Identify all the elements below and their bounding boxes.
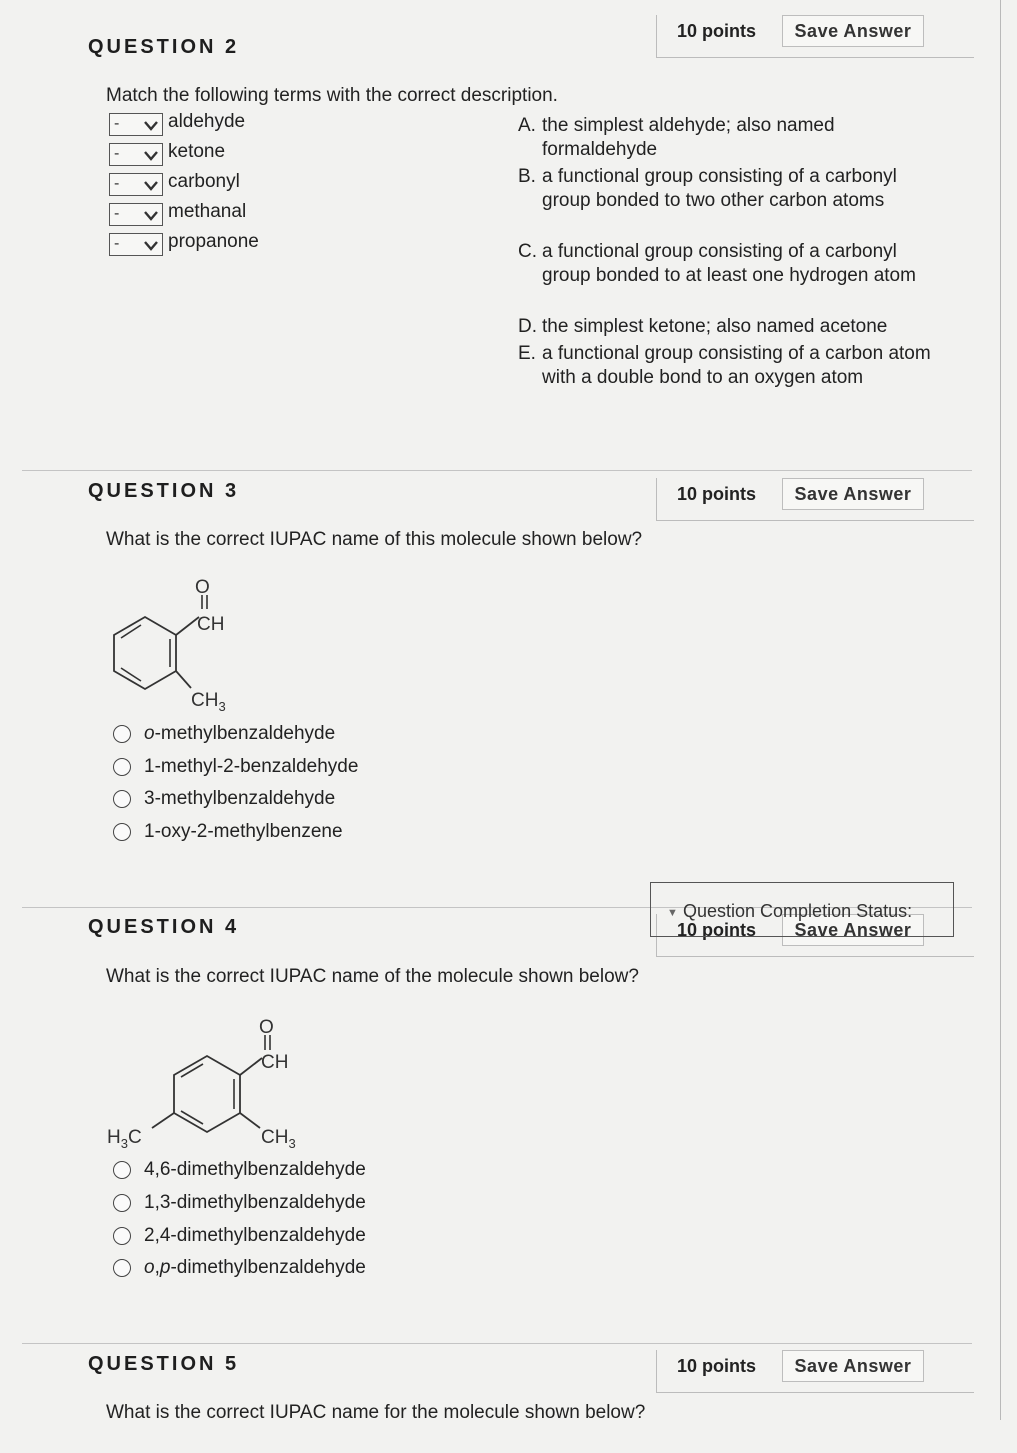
- q5-save-answer-button[interactable]: Save Answer: [782, 1350, 924, 1382]
- chevron-down-icon: [143, 118, 159, 132]
- q4-points: 10 points: [677, 920, 757, 940]
- choice-label: o-methylbenzaldehyde: [144, 723, 336, 744]
- radio-button[interactable]: [113, 1161, 131, 1179]
- choice-label: o,p-dimethylbenzaldehyde: [144, 1257, 366, 1278]
- triangle-down-icon: ▼: [667, 907, 678, 919]
- chevron-down-icon: [143, 148, 159, 162]
- q2-save-answer-button[interactable]: Save Answer: [782, 15, 924, 47]
- q4-ch3-label: $CH_3$: [261, 1127, 296, 1151]
- match-term: propanone: [168, 231, 259, 252]
- chevron-down-icon: [143, 238, 159, 252]
- radio-button[interactable]: [113, 725, 131, 743]
- q3-ch-label: CH: [197, 614, 225, 635]
- page-edge: [1000, 0, 1001, 1420]
- select-value: -: [114, 235, 120, 252]
- select-value: -: [114, 115, 120, 132]
- q3-points-box: [656, 478, 974, 521]
- match-select-methanal[interactable]: [109, 203, 163, 226]
- q3-prompt: What is the correct IUPAC name of this molecule shown below?: [106, 529, 643, 550]
- question-completion-status-popup[interactable]: [650, 882, 954, 937]
- option-letter: B.: [518, 166, 536, 187]
- q3-o-label: O: [195, 577, 210, 598]
- chevron-down-icon: [143, 178, 159, 192]
- option-letter: C.: [518, 241, 537, 262]
- q2-prompt: Match the following terms with the correct description.: [106, 85, 558, 106]
- match-term: methanal: [168, 201, 247, 222]
- radio-button[interactable]: [113, 823, 131, 841]
- option-letter: D.: [518, 316, 537, 337]
- choice-label: 1-methyl-2-benzaldehyde: [144, 756, 359, 777]
- select-value: -: [114, 145, 120, 162]
- option-text: the simplest ketone; also named acetone: [542, 316, 888, 337]
- question-completion-status-label: Question Completion Status:: [683, 901, 913, 921]
- q5-prompt: What is the correct IUPAC name for the molecule shown below?: [106, 1402, 646, 1423]
- select-value: -: [114, 205, 120, 222]
- q5-points-box: [656, 1350, 974, 1393]
- option-text: the simplest aldehyde; also named formaldehyde: [542, 115, 835, 160]
- match-select-aldehyde[interactable]: [109, 113, 163, 136]
- q2-points-box: [656, 15, 974, 58]
- radio-button[interactable]: [113, 758, 131, 776]
- radio-button[interactable]: [113, 1194, 131, 1212]
- option-text: a functional group consisting of a carbonyl group bonded to two other carbon atoms: [542, 166, 897, 211]
- radio-button[interactable]: [113, 1227, 131, 1245]
- q5-title: QUESTION 5: [88, 1353, 240, 1375]
- q3-title: QUESTION 3: [88, 480, 240, 502]
- radio-button[interactable]: [113, 790, 131, 808]
- select-value: -: [114, 175, 120, 192]
- q2-title: QUESTION 2: [88, 36, 240, 58]
- radio-button[interactable]: [113, 1259, 131, 1277]
- match-select-ketone[interactable]: [109, 143, 163, 166]
- question-separator: [22, 1343, 972, 1344]
- q4-molecule-structure: [100, 1010, 320, 1155]
- question-separator: [22, 470, 972, 471]
- match-select-carbonyl[interactable]: [109, 173, 163, 196]
- match-select-propanone[interactable]: [109, 233, 163, 256]
- choice-label: 3-methylbenzaldehyde: [144, 788, 336, 809]
- q4-ch-label: CH: [261, 1052, 289, 1073]
- q2-points: 10 points: [677, 21, 757, 41]
- q5-points: 10 points: [677, 1356, 757, 1376]
- q4-prompt: What is the correct IUPAC name of the molecule shown below?: [106, 966, 639, 987]
- choice-label: 1-oxy-2-methylbenzene: [144, 821, 343, 842]
- option-text: a functional group consisting of a carbonyl group bonded to at least one hydrogen atom: [542, 241, 916, 286]
- match-term: carbonyl: [168, 171, 240, 192]
- chevron-down-icon: [143, 208, 159, 222]
- q4-o-label: O: [259, 1017, 274, 1038]
- choice-label: 1,3-dimethylbenzaldehyde: [144, 1192, 366, 1213]
- q4-title: QUESTION 4: [88, 916, 240, 938]
- q4-save-answer-button[interactable]: Save Answer: [782, 914, 924, 946]
- option-letter: A.: [518, 115, 536, 136]
- q4-h3c-label: $H_3C$: [107, 1127, 142, 1151]
- q3-points: 10 points: [677, 484, 757, 504]
- q3-ch3-label: $CH_3$: [191, 690, 226, 714]
- choice-label: 4,6-dimethylbenzaldehyde: [144, 1159, 366, 1180]
- match-term: aldehyde: [168, 111, 246, 132]
- q3-molecule-structure: [100, 572, 260, 717]
- q3-save-answer-button[interactable]: Save Answer: [782, 478, 924, 510]
- option-letter: E.: [518, 343, 536, 364]
- option-text: a functional group consisting of a carbon atom with a double bond to an oxygen atom: [542, 343, 931, 388]
- match-term: ketone: [168, 141, 226, 162]
- choice-label: 2,4-dimethylbenzaldehyde: [144, 1225, 366, 1246]
